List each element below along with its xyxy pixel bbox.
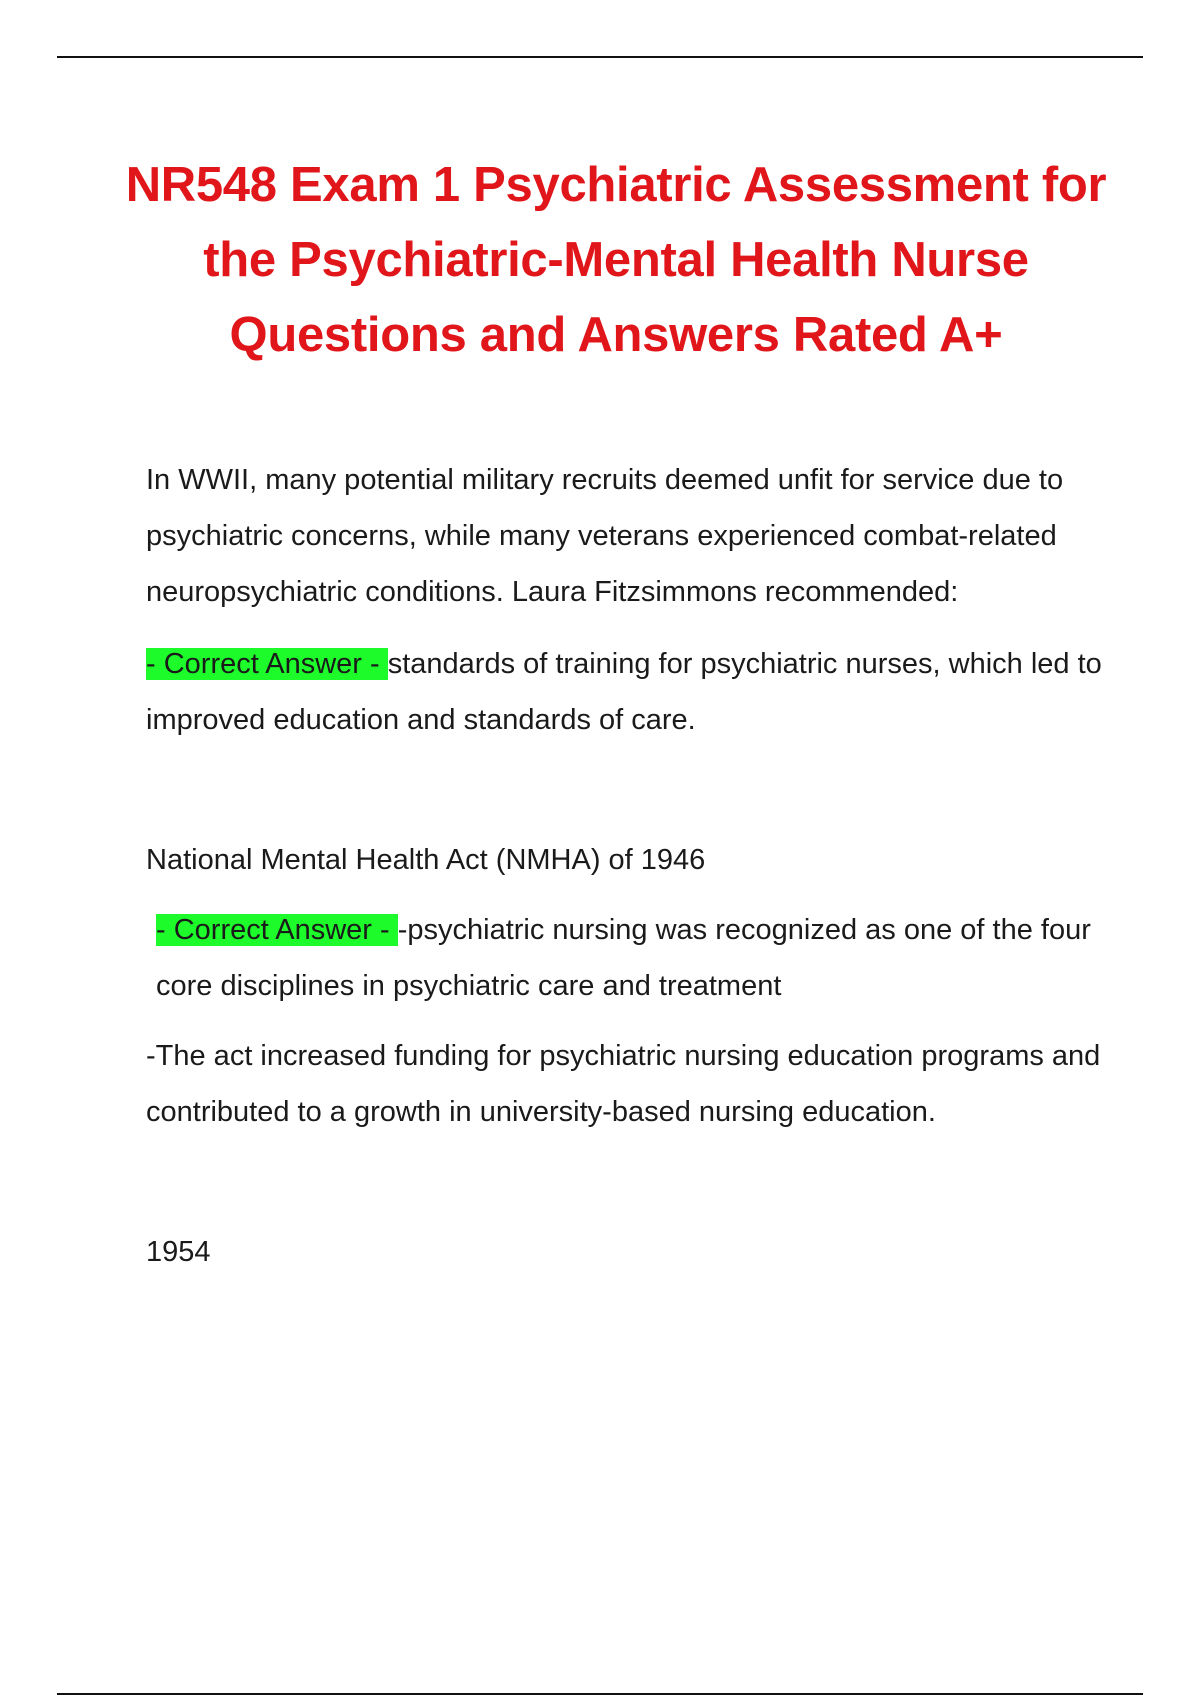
correct-answer-label: - Correct Answer - <box>146 648 388 680</box>
answer-2-text: -psychiatric nursing was recognized as one of the four core disciplines in psychiatric care and treatment <box>156 914 1091 1002</box>
answer-2 <box>146 902 1106 1014</box>
bottom-rule <box>57 1693 1143 1695</box>
answer-1 <box>146 636 1106 748</box>
document-body <box>146 452 1106 1280</box>
question-2: National Mental Health Act (NMHA) of 1946 <box>146 844 706 876</box>
question-1: In WWII, many potential military recruits deemed unfit for service due to psychiatric concerns, while many veterans experienced combat-related neuropsychiatric conditions. Laura Fitzsimmons recommended: <box>146 464 1064 608</box>
question-3: 1954 <box>146 1236 211 1268</box>
answer-2-extra: -The act increased funding for psychiatric nursing education programs and contributed to a growth in university-based nursing education. <box>146 1040 1101 1128</box>
answer-1-text: standards of training for psychiatric nurses, which led to improved education and standards of care. <box>146 648 1102 736</box>
top-rule <box>57 56 1143 58</box>
correct-answer-label: - Correct Answer - <box>156 914 398 946</box>
document-title: NR548 Exam 1 Psychiatric Assessment for the Psychiatric-Mental Health Nurse Questions and Answers Rated A+ <box>125 158 1107 362</box>
